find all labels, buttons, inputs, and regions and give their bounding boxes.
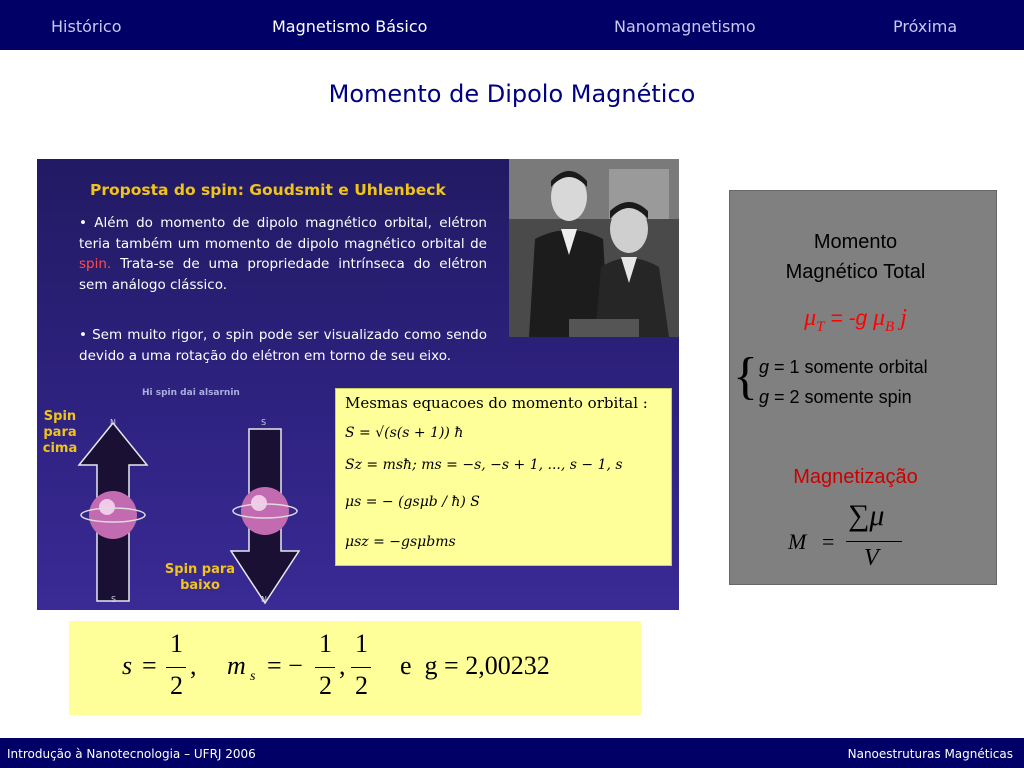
g-orbital-line (759, 357, 928, 378)
eq-frac-bar-3 (351, 667, 371, 668)
eq-den-1: 2 (170, 671, 183, 700)
mag-denominator: V (864, 545, 879, 571)
pole-n-up: N (110, 418, 116, 427)
pole-s-up: S (111, 595, 117, 604)
panel-heading-line2: Magnético Total (785, 261, 926, 283)
figure-bullet-1 (79, 213, 487, 295)
equation-spin-magnitude: S = √(s(s + 1)) ħ (345, 425, 464, 441)
eq-den-2: 2 (319, 671, 332, 700)
total-moment-panel (729, 190, 997, 585)
eq-s: s (122, 651, 133, 680)
bullet1-spin-word: spin. (79, 256, 112, 272)
spin-figure (37, 159, 679, 610)
equations-title: Mesmas equacoes do momento orbital : (345, 394, 648, 412)
mag-numerator: ∑μ (848, 499, 885, 532)
formula-sub-t: T (816, 318, 825, 335)
mag-fraction-bar (846, 541, 902, 542)
equation-spin-moment: μs = − (gsμb / ħ) S (345, 494, 480, 510)
g-spin-line (759, 387, 912, 408)
spin-down-label-line1: Spin para (164, 562, 236, 577)
mag-lhs: M (788, 529, 807, 554)
nav-strip (0, 0, 1024, 50)
nav-nanomagnetismo[interactable]: Nanomagnetismo (614, 17, 756, 36)
page-title: Momento de Dipolo Magnético (328, 80, 696, 108)
footer-course: Introdução à Nanotecnologia – UFRJ 2006 (7, 747, 256, 761)
eq-m: m (227, 651, 246, 680)
spin-down-label-line2: baixo (180, 578, 220, 593)
mag-eq: = (822, 529, 835, 554)
equation-spin-z: Sz = msħ; ms = −s, −s + 1, ..., s − 1, s (345, 457, 623, 473)
orbital-equations-box (335, 388, 672, 566)
g-line2-text: = 2 somente spin (769, 387, 912, 407)
bottom-equation (69, 621, 641, 715)
formula-mu-b: μ (872, 305, 886, 331)
eq-den-3: 2 (355, 671, 368, 700)
eq-frac-bar-2 (315, 667, 335, 668)
spin-down-label (160, 562, 240, 594)
total-moment-formula (730, 305, 981, 336)
formula-mu: μ (804, 305, 817, 331)
panel-heading (730, 227, 981, 287)
footer-topic: Nanoestruturas Magnéticas (847, 747, 1013, 761)
magnetization-formula (788, 499, 908, 579)
bullet1-text-a: • Além do momento de dipolo magnético orbital, elétron teria também um momento de dipolo magnético orbital de (79, 215, 487, 252)
nav-proxima[interactable]: Próxima (893, 17, 958, 36)
spin-up-label-line2: cima (42, 441, 78, 456)
pole-n-down: N (261, 595, 267, 604)
eq-g-value: e g = 2,00232 (400, 651, 550, 680)
figure-title: Proposta do spin: Goudsmit e Uhlenbeck (90, 181, 446, 199)
panel-heading-line1: Momento (813, 231, 898, 253)
spin-quantum-numbers-box (69, 621, 641, 715)
eq-m-sub: s (250, 669, 256, 684)
eq-comma-1: , (190, 651, 197, 680)
nav-historico[interactable]: Histórico (51, 17, 122, 36)
spin-up-label (37, 409, 83, 457)
formula-sub-b: B (885, 318, 895, 335)
g-var-2: g (759, 387, 770, 407)
photo-caption: Hi spin dai alsarnin (142, 388, 240, 398)
nav-magnetismo-basico[interactable]: Magnetismo Básico (272, 17, 428, 36)
eq-equals-minus: = − (267, 651, 303, 680)
eq-num-3: 1 (355, 629, 368, 658)
g-var-1: g (759, 357, 770, 377)
eq-equals-1: = (142, 651, 157, 680)
eq-num-2: 1 (319, 629, 332, 658)
g-line1-text: = 1 somente orbital (769, 357, 928, 377)
figure-bullet-2: • Sem muito rigor, o spin pode ser visualizado como sendo devido a uma rotação do elétron em torno de seu eixo. (79, 327, 487, 364)
brace-glyph: { (733, 348, 758, 405)
spin-up-label-line1: Spin para (43, 409, 77, 440)
eq-num-1: 1 (170, 629, 183, 658)
formula-end: j (894, 305, 907, 331)
equation-spin-moment-z: μsz = −gsμbms (345, 534, 456, 550)
top-bar (0, 0, 1024, 56)
photo-illustration (509, 159, 679, 337)
magnetization-heading: Magnetização (793, 466, 918, 488)
bullet1-text-b: Trata-se de uma propriedade intrínseca do elétron sem análogo clássico. (79, 256, 487, 293)
eq-comma-2: , (339, 651, 346, 680)
eq-frac-bar-1 (166, 667, 186, 668)
spin-up-arrow-icon (77, 415, 149, 605)
formula-mid: = -g (824, 307, 873, 330)
goudsmit-uhlenbeck-photo (509, 159, 679, 337)
pole-s-down: S (261, 418, 267, 427)
footer-bar (0, 738, 1024, 768)
